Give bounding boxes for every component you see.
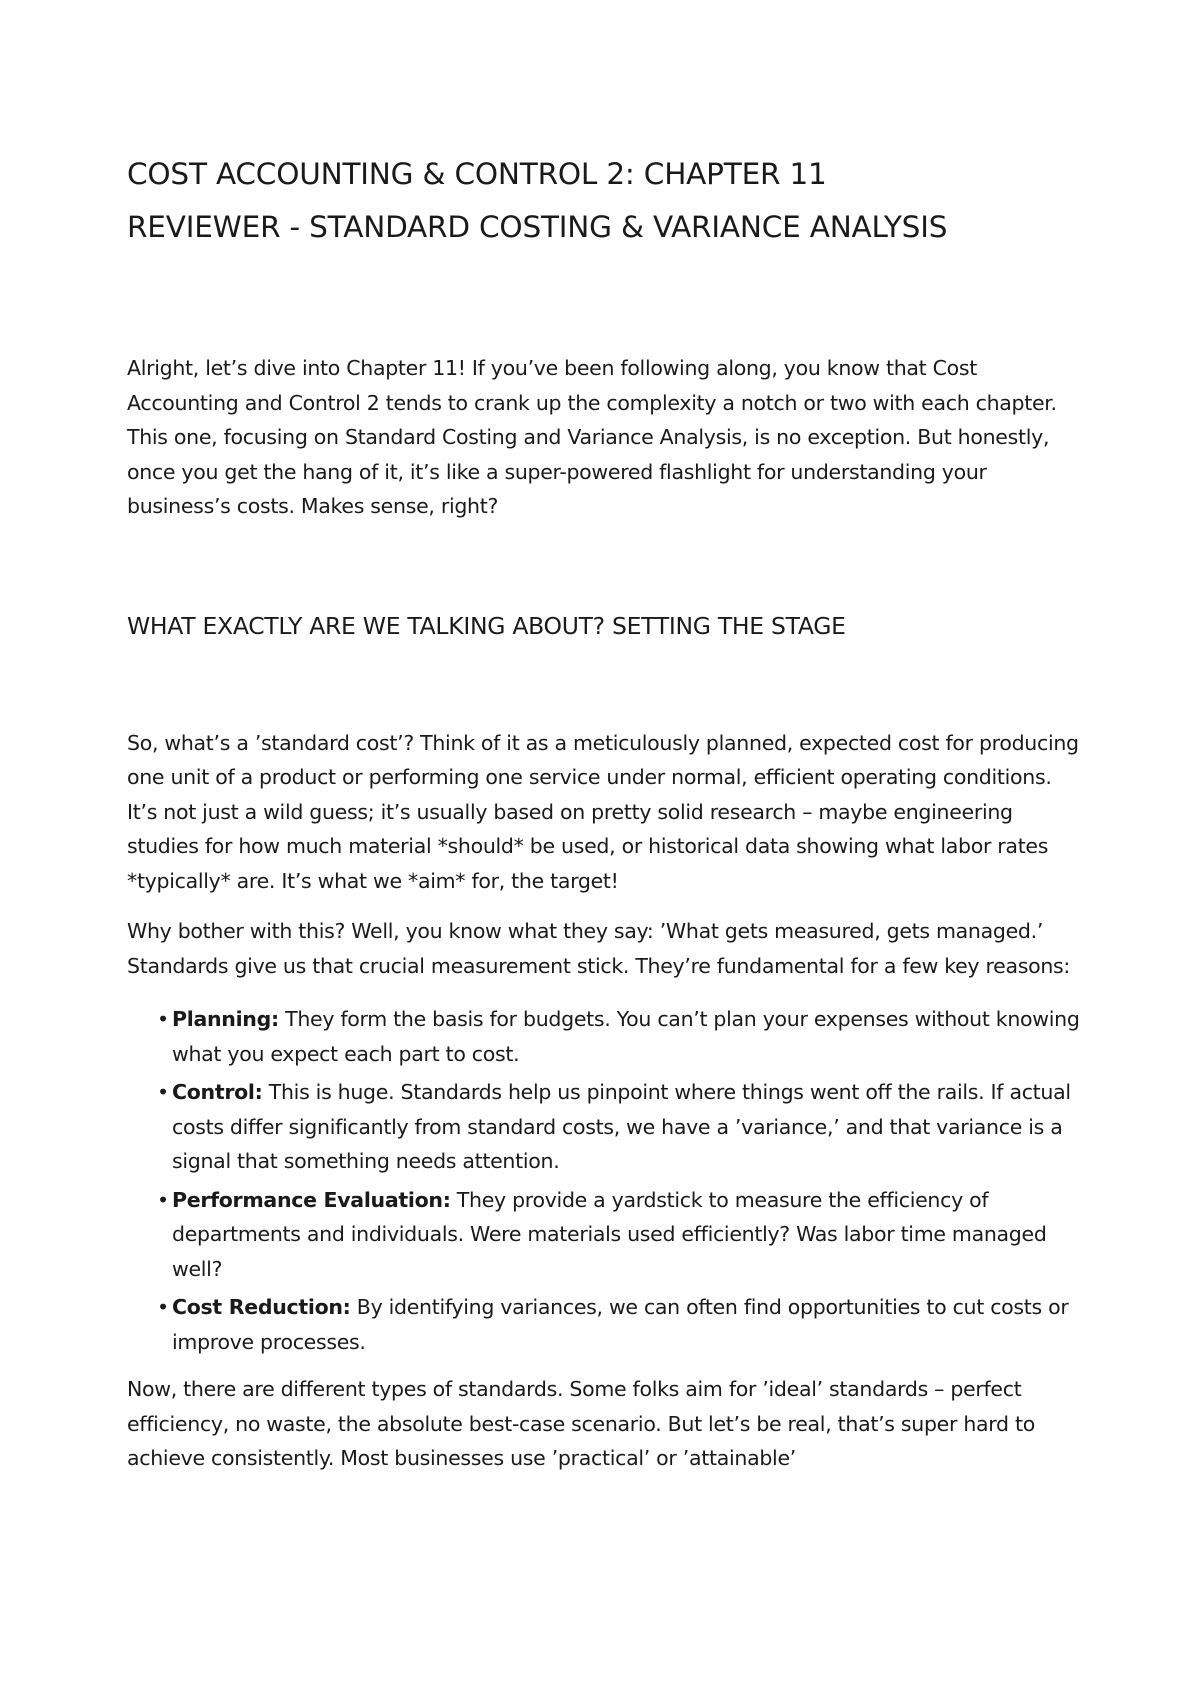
list-item bbox=[157, 1075, 1087, 1179]
list-item-term: Control: bbox=[172, 1080, 263, 1104]
list-item bbox=[157, 1002, 1087, 1071]
title-line-1: COST ACCOUNTING & CONTROL 2: CHAPTER 11 bbox=[127, 157, 827, 191]
bullet-dot: • bbox=[157, 1080, 169, 1104]
section-heading: WHAT EXACTLY ARE WE TALKING ABOUT? SETTING THE STAGE bbox=[127, 611, 846, 640]
list-item-text: By identifying variances, we can often find opportunities to cut costs or improve processes. bbox=[172, 1295, 1069, 1354]
reasons-list bbox=[127, 1002, 1087, 1359]
list-item-term: Performance Evaluation: bbox=[172, 1187, 451, 1212]
standard-types-paragraph: Now, there are different types of standards. Some folks aim for ’ideal’ standards – perfect efficiency, no waste, the absolute best-case scenario. But let’s be real, that’s super hard to achieve consistently. Most businesses use ’practical’ or ’attainable’ bbox=[127, 1377, 1035, 1470]
list-item-term: Planning: bbox=[172, 1007, 279, 1031]
list-item bbox=[157, 1290, 1087, 1359]
intro-paragraph: Alright, let’s dive into Chapter 11! If you’ve been following along, you know that Cost Accounting and Control 2 tends to crank up the complexity a notch or two with each chapter. This one, focusing on Standard Costing and Variance Analysis, is no exception. But honestly, once you get the hang of it, it’s like a super-powered flashlight for understanding your business’s costs. Makes sense, right? bbox=[127, 356, 1057, 518]
list-item-term: Cost Reduction: bbox=[172, 1295, 351, 1319]
document-page bbox=[127, 148, 1087, 1476]
list-item-text: They form the basis for budgets. You can’t plan your expenses without knowing what you expect each part to cost. bbox=[172, 1007, 1080, 1066]
bullet-dot: • bbox=[157, 1187, 169, 1212]
list-item-text: They provide a yardstick to measure the efficiency of departments and individuals. Were materials used efficiently? Was labor time managed well? bbox=[172, 1187, 1047, 1281]
bullet-dot: • bbox=[157, 1007, 169, 1031]
list-item-text: This is huge. Standards help us pinpoint where things went off the rails. If actual costs differ significantly from standard costs, we have a ’variance,’ and that variance is a signal that something needs attention. bbox=[172, 1080, 1071, 1173]
why-bother-paragraph: Why bother with this? Well, you know what they say: ’What gets measured, gets managed.’ Standards give us that crucial measurement stick. They’re fundamental for a few key reasons: bbox=[127, 919, 1071, 978]
bullet-dot: • bbox=[157, 1295, 169, 1319]
title-line-2: REVIEWER - STANDARD COSTING & VARIANCE ANALYSIS bbox=[127, 210, 948, 244]
list-item bbox=[157, 1183, 1087, 1287]
standard-cost-paragraph: So, what’s a ’standard cost’? Think of it as a meticulously planned, expected cost for producing one unit of a product or performing one service under normal, efficient operating conditions. It’s not just a wild guess; it’s usually based on pretty solid research – maybe engineering studies for how much material *should* be used, or historical data showing what labor rates *typically* are. It’s what we *aim* for, the target! bbox=[127, 730, 1079, 893]
document-title bbox=[127, 148, 1087, 254]
